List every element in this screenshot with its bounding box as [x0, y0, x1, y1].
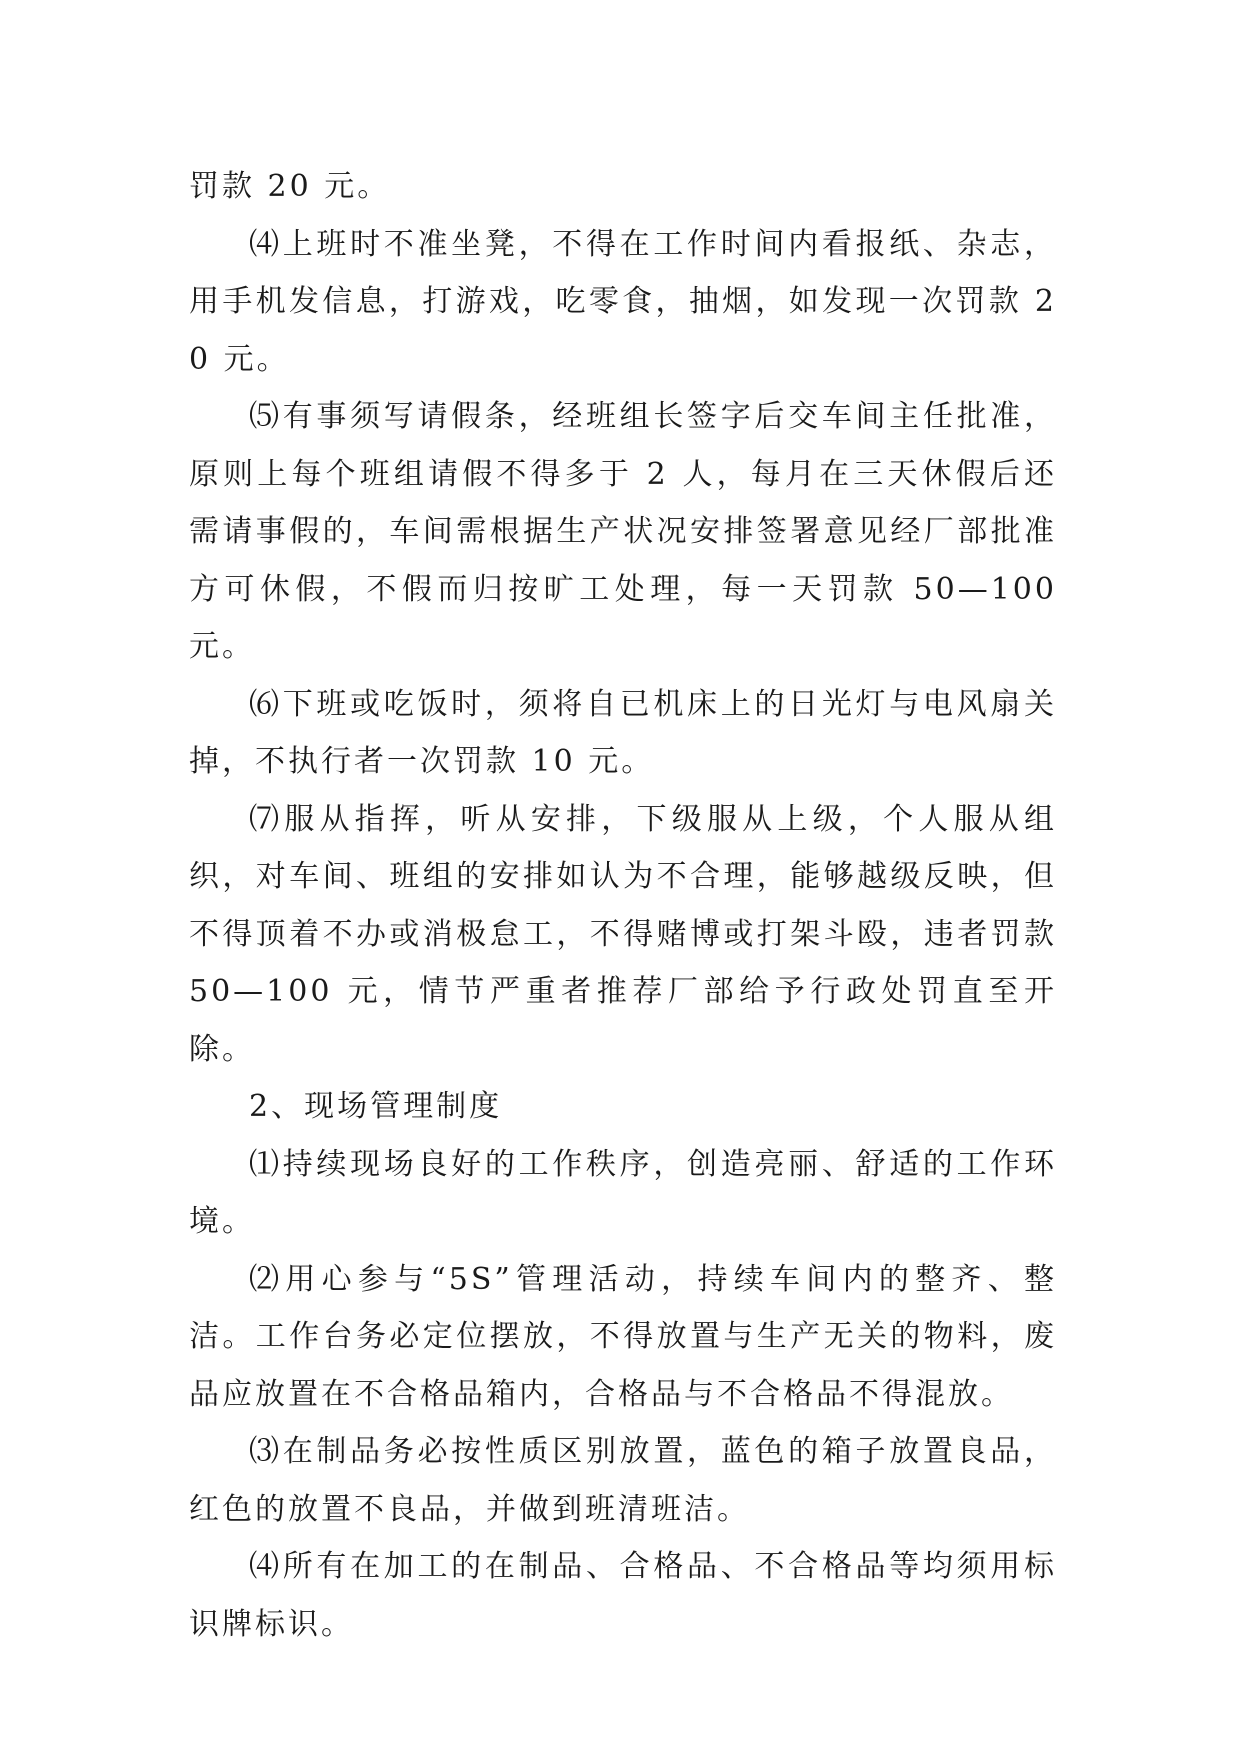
paragraph-rule-4-no-sitting: ⑷上班时不准坐凳，不得在工作时间内看报纸、杂志，用手机发信息，打游戏，吃零食，抽烟，如发现一次罚款 20 元。	[189, 226, 1057, 377]
document-page	[189, 158, 1057, 1653]
paragraph-site-rule-4-labels: ⑷所有在加工的在制品、合格品、不合格品等均须用标识牌标识。	[189, 1549, 1057, 1642]
paragraph-rule-6-lights-off: ⑹下班或吃饭时，须将自已机床上的日光灯与电风扇关掉，不执行者一次罚款 10 元。	[189, 686, 1057, 779]
paragraph-rule-5-leave-request: ⑸有事须写请假条，经班组长签字后交车间主任批准，原则上每个班组请假不得多于 2 人，每月在三天休假后还需请事假的，车间需根据生产状况安排签署意见经厂部批准方可休假，不假而归按旷工处理，每一天罚款 50—100 元。	[189, 399, 1057, 664]
paragraph-fine-continuation: 罚款 20 元。	[189, 169, 391, 204]
section-heading-site-management: 2、现场管理制度	[249, 1089, 503, 1124]
paragraph-site-rule-3-boxes: ⑶在制品务必按性质区别放置，蓝色的箱子放置良品，红色的放置不良品，并做到班清班洁。	[189, 1434, 1057, 1527]
paragraph-site-rule-1: ⑴持续现场良好的工作秩序，创造亮丽、舒适的工作环境。	[189, 1146, 1057, 1239]
paragraph-rule-7-obey-orders: ⑺服从指挥，听从安排，下级服从上级，个人服从组织，对车间、班组的安排如认为不合理，能够越级反映，但不得顶着不办或消极怠工，不得赌博或打架斗殴，违者罚款 50—100 元，情节严重者推荐厂部给予行政处罚直至开除。	[189, 801, 1057, 1067]
paragraph-site-rule-2-5s: ⑵用心参与“5S”管理活动，持续车间内的整齐、整洁。工作台务必定位摆放，不得放置与生产无关的物料，废品应放置在不合格品箱内，合格品与不合格品不得混放。	[189, 1261, 1057, 1412]
